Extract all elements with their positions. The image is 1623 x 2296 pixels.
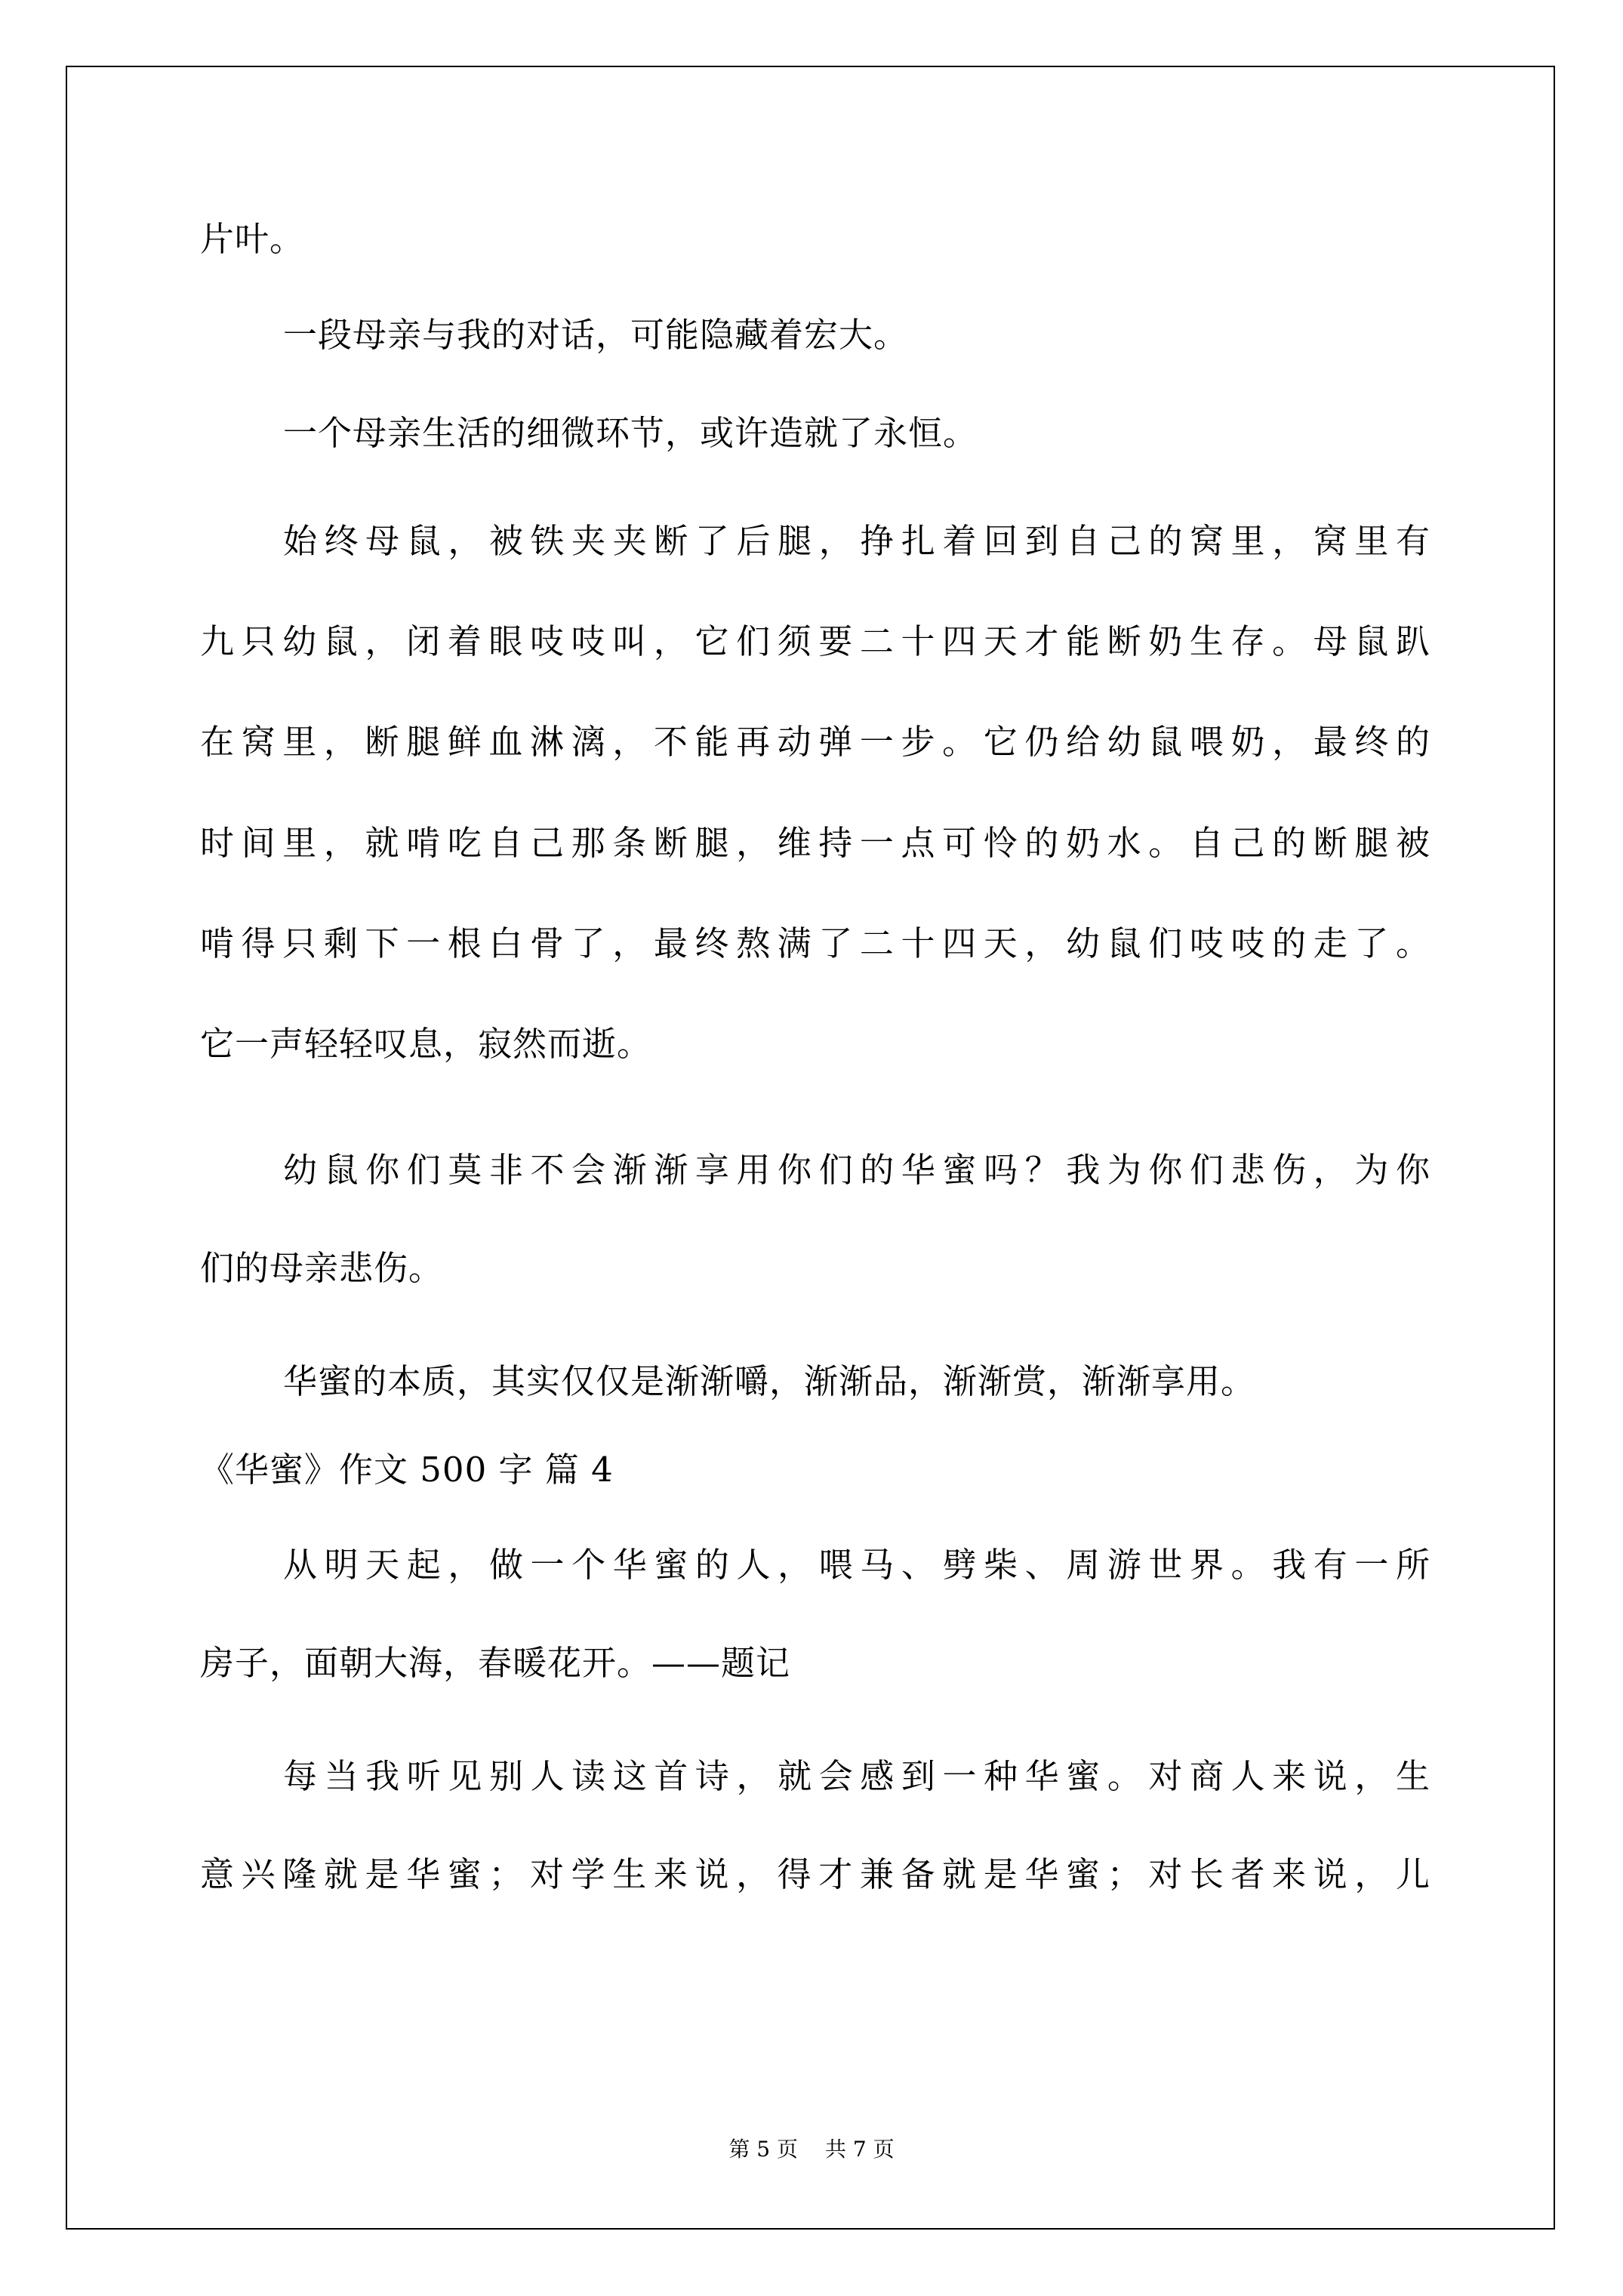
text-line: 一个母亲生活的细微环节，或许造就了永恒。 (283, 413, 978, 453)
text-line: 一段母亲与我的对话，可能隐藏着宏大。 (283, 315, 909, 355)
text-line: 九只幼鼠，闭着眼吱吱叫，它们须要二十四天才能断奶生存。母鼠趴 (200, 621, 1431, 661)
text-line: 每当我听见别人读这首诗，就会感到一种华蜜。对商人来说，生 (283, 1756, 1431, 1796)
section-heading: 《华蜜》作文 500 字 篇 4 (200, 1450, 614, 1490)
text-line: 在窝里，断腿鲜血淋漓，不能再动弹一步。它仍给幼鼠喂奶，最终的 (200, 722, 1431, 762)
text-line: 片叶。 (200, 219, 305, 259)
text-line: 房子，面朝大海，春暖花开。——题记 (200, 1643, 791, 1683)
page-total: 共 7 页 (825, 2137, 895, 2162)
text-line: 从明天起，做一个华蜜的人，喂马、劈柴、周游世界。我有一所 (283, 1545, 1431, 1585)
text-line: 幼鼠你们莫非不会渐渐享用你们的华蜜吗？我为你们悲伤，为你 (283, 1150, 1431, 1190)
text-line: 时间里，就啃吃自己那条断腿，维持一点可怜的奶水。自己的断腿被 (200, 823, 1431, 863)
page-footer (0, 2134, 1623, 2165)
text-line: 它一声轻轻叹息，寂然而逝。 (200, 1024, 652, 1064)
text-line: 啃得只剩下一根白骨了，最终熬满了二十四天，幼鼠们吱吱的走了。 (200, 923, 1431, 963)
text-line: 始终母鼠，被铁夹夹断了后腿，挣扎着回到自己的窝里，窝里有 (283, 521, 1431, 561)
text-line: 华蜜的本质，其实仅仅是渐渐嚼，渐渐品，渐渐赏，渐渐享用。 (283, 1361, 1256, 1401)
text-line: 意兴隆就是华蜜；对学生来说，得才兼备就是华蜜；对长者来说，儿 (200, 1854, 1431, 1894)
text-line: 们的母亲悲伤。 (200, 1248, 444, 1288)
page-number: 第 5 页 (728, 2137, 798, 2162)
